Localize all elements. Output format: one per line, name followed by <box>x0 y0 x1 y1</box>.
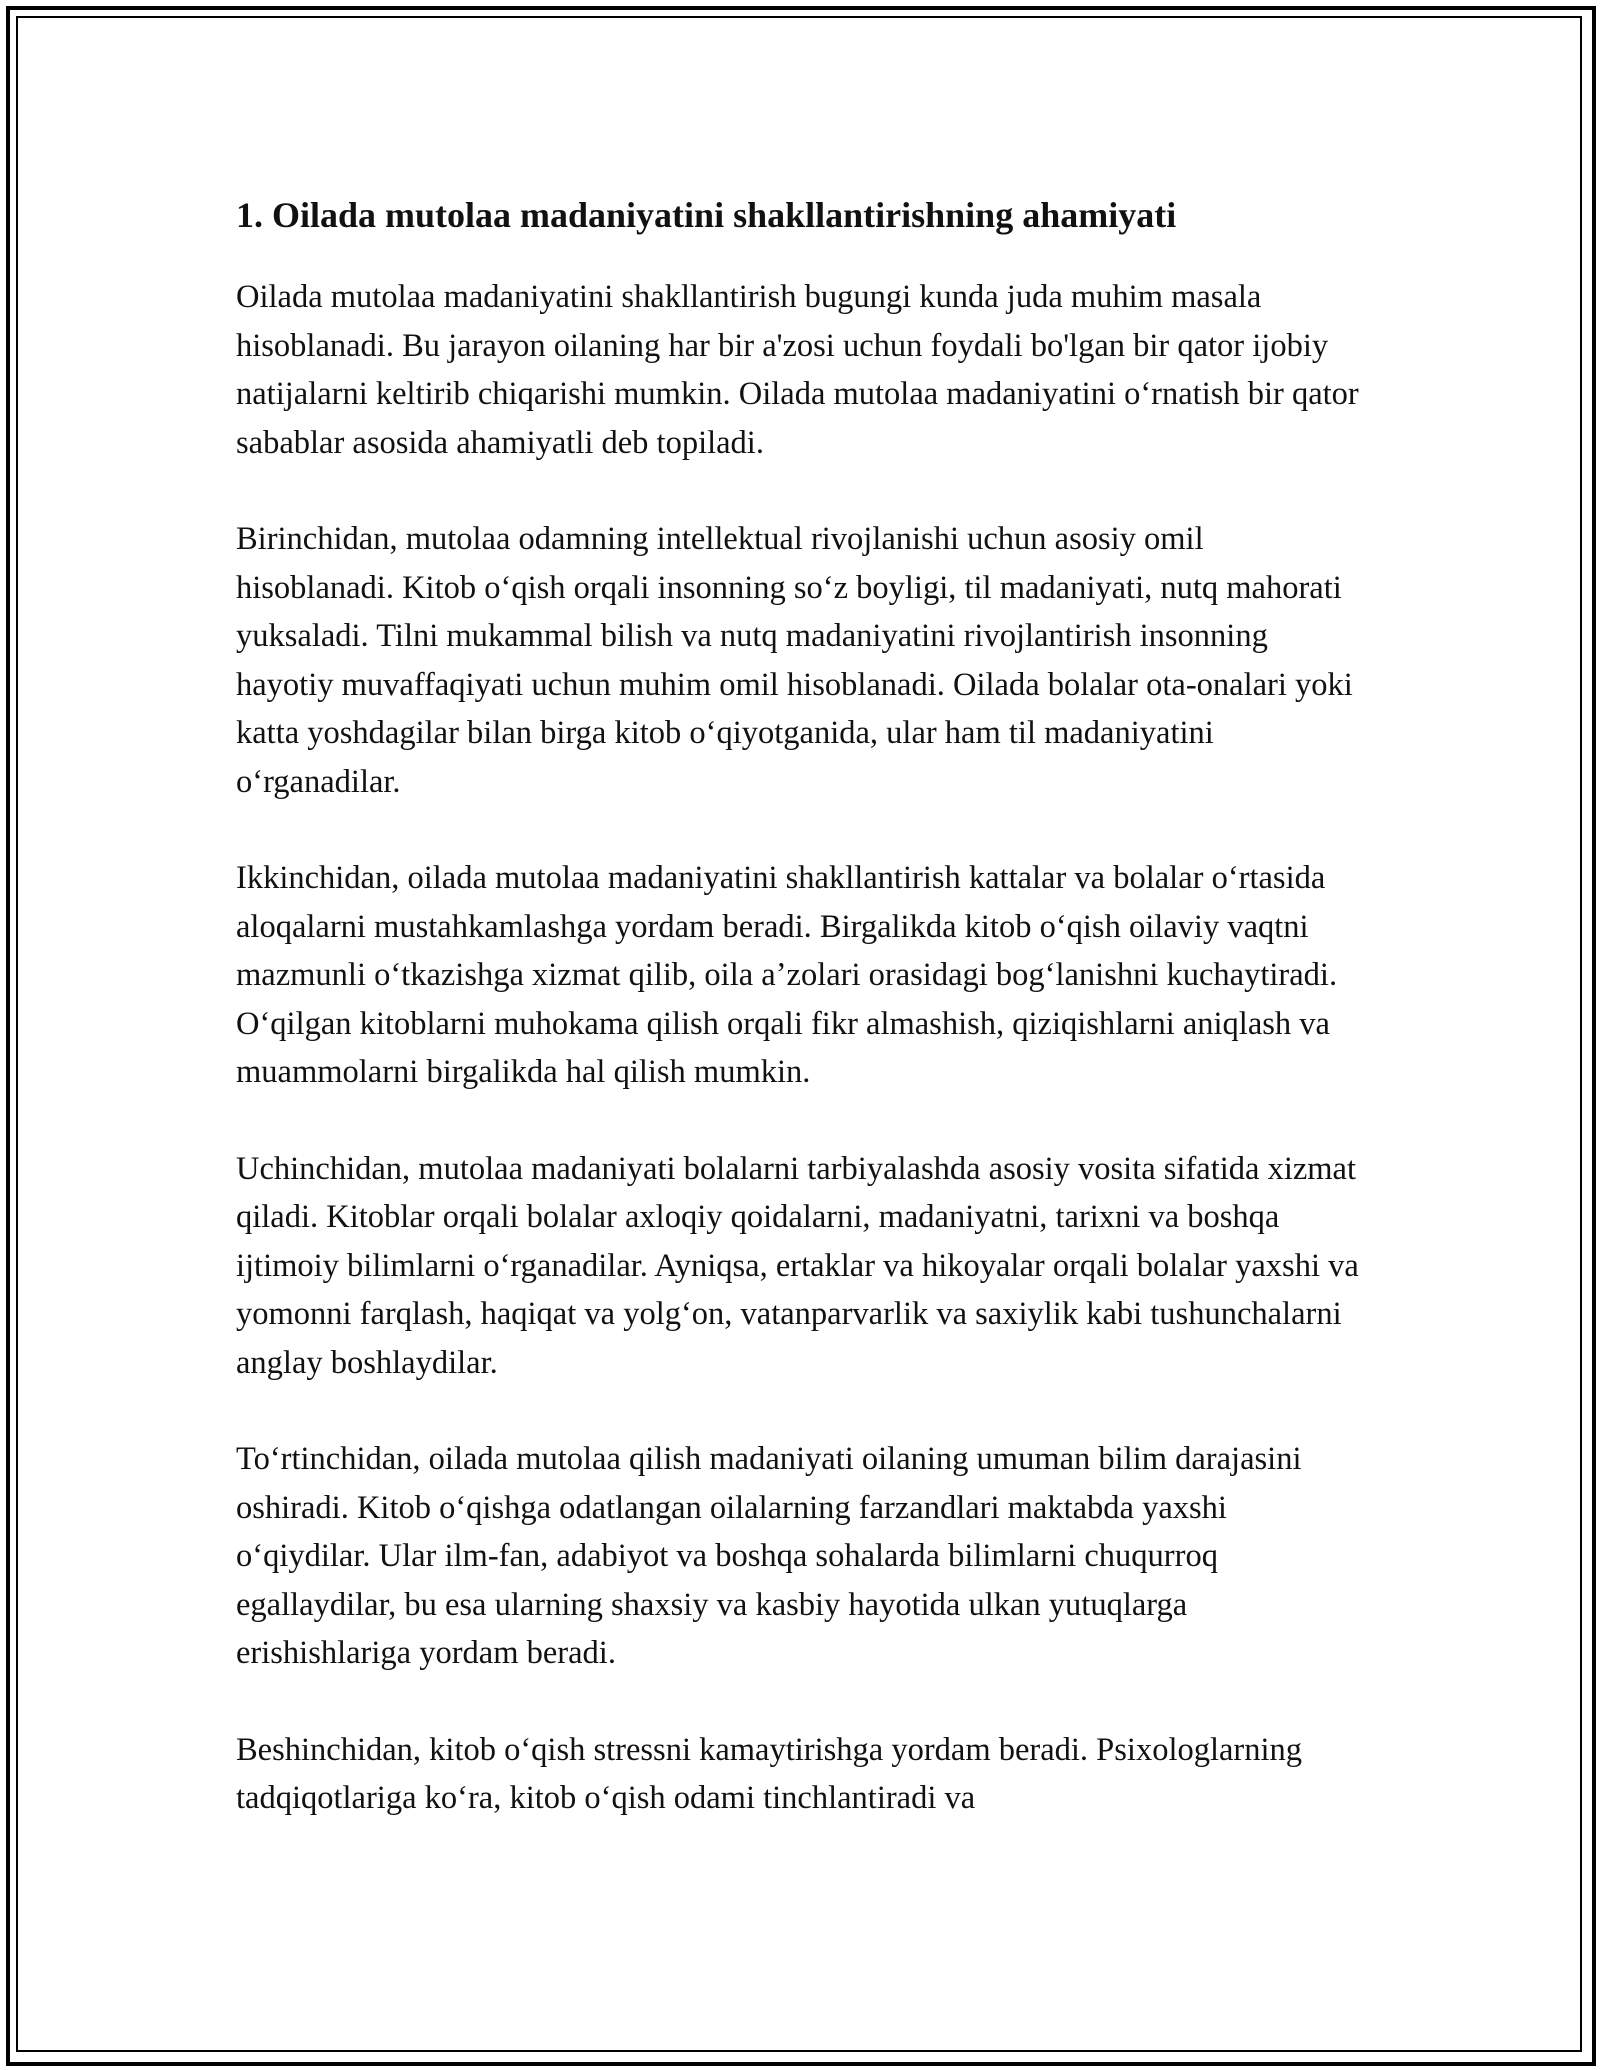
document-body <box>236 185 1366 1871</box>
paragraph-second-reason: Ikkinchidan, oilada mutolaa madaniyatini shakllantirish kattalar va bolalar oʻrtasida aloqalarni mustahkamlashga yordam beradi. Birgalikda kitob oʻqish oilaviy vaqtni mazmunli oʻtkazishga xizmat qilib, oila aʼzolari orasidagi bogʻlanishni kuchaytiradi. Oʻqilgan kitoblarni muhokama qilish orqali fikr almashish, qiziqishlarni aniqlash va muammolarni birgalikda hal qilish mumkin. <box>236 860 1338 1090</box>
paragraph-first-reason: Birinchidan, mutolaa odamning intellektual rivojlanishi uchun asosiy omil hisoblanadi. Kitob oʻqish orqali insonning soʻz boyligi, til madaniyati, nutq mahorati yuksaladi. Tilni mukammal bilish va nutq madaniyatini rivojlantirish insonning hayotiy muvaffaqiyati uchun muhim omil hisoblanadi. Oilada bolalar ota-onalari yoki katta yoshdagilar bilan birga kitob oʻqiyotganida, ular ham til madaniyatini oʻrganadilar. <box>236 521 1353 800</box>
paragraph-fifth-reason: Beshinchidan, kitob oʻqish stressni kamaytirishga yordam beradi. Psixologlarning tadqiqotlariga koʻra, kitob oʻqish odami tinchlantiradi va <box>236 1731 1303 1816</box>
paragraph-third-reason: Uchinchidan, mutolaa madaniyati bolalarni tarbiyalashda asosiy vosita sifatida xizmat qiladi. Kitoblar orqali bolalar axloqiy qoidalarni, madaniyatni, tarixni va boshqa ijtimoiy bilimlarni oʻrganadilar. Ayniqsa, ertaklar va hikoyalar orqali bolalar yaxshi va yomonni farqlash, haqiqat va yolgʻon, vatanparvarlik va saxiylik kabi tushunchalarni anglay boshlaydilar. <box>236 1150 1359 1381</box>
paragraph-intro: Oilada mutolaa madaniyatini shakllantirish bugungi kunda juda muhim masala hisoblanadi. Bu jarayon oilaning har bir a'zosi uchun foydali bo'lgan bir qator ijobiy natijalarni keltirib chiqarishi mumkin. Oilada mutolaa madaniyatini oʻrnatish bir qator sabablar asosida ahamiyatli deb topiladi. <box>236 279 1359 461</box>
section-heading: 1. Oilada mutolaa madaniyatini shakllantirishning ahamiyati <box>236 195 1177 235</box>
paragraph-fourth-reason: Toʻrtinchidan, oilada mutolaa qilish madaniyati oilaning umuman bilim darajasini oshiradi. Kitob oʻqishga odatlangan oilalarning farzandlari maktabda yaxshi oʻqiydilar. Ular ilm-fan, adabiyot va boshqa sohalarda bilimlarni chuqurroq egallaydilar, bu esa ularning shaxsiy va kasbiy hayotida ulkan yutuqlarga erishishlariga yordam beradi. <box>236 1441 1302 1671</box>
